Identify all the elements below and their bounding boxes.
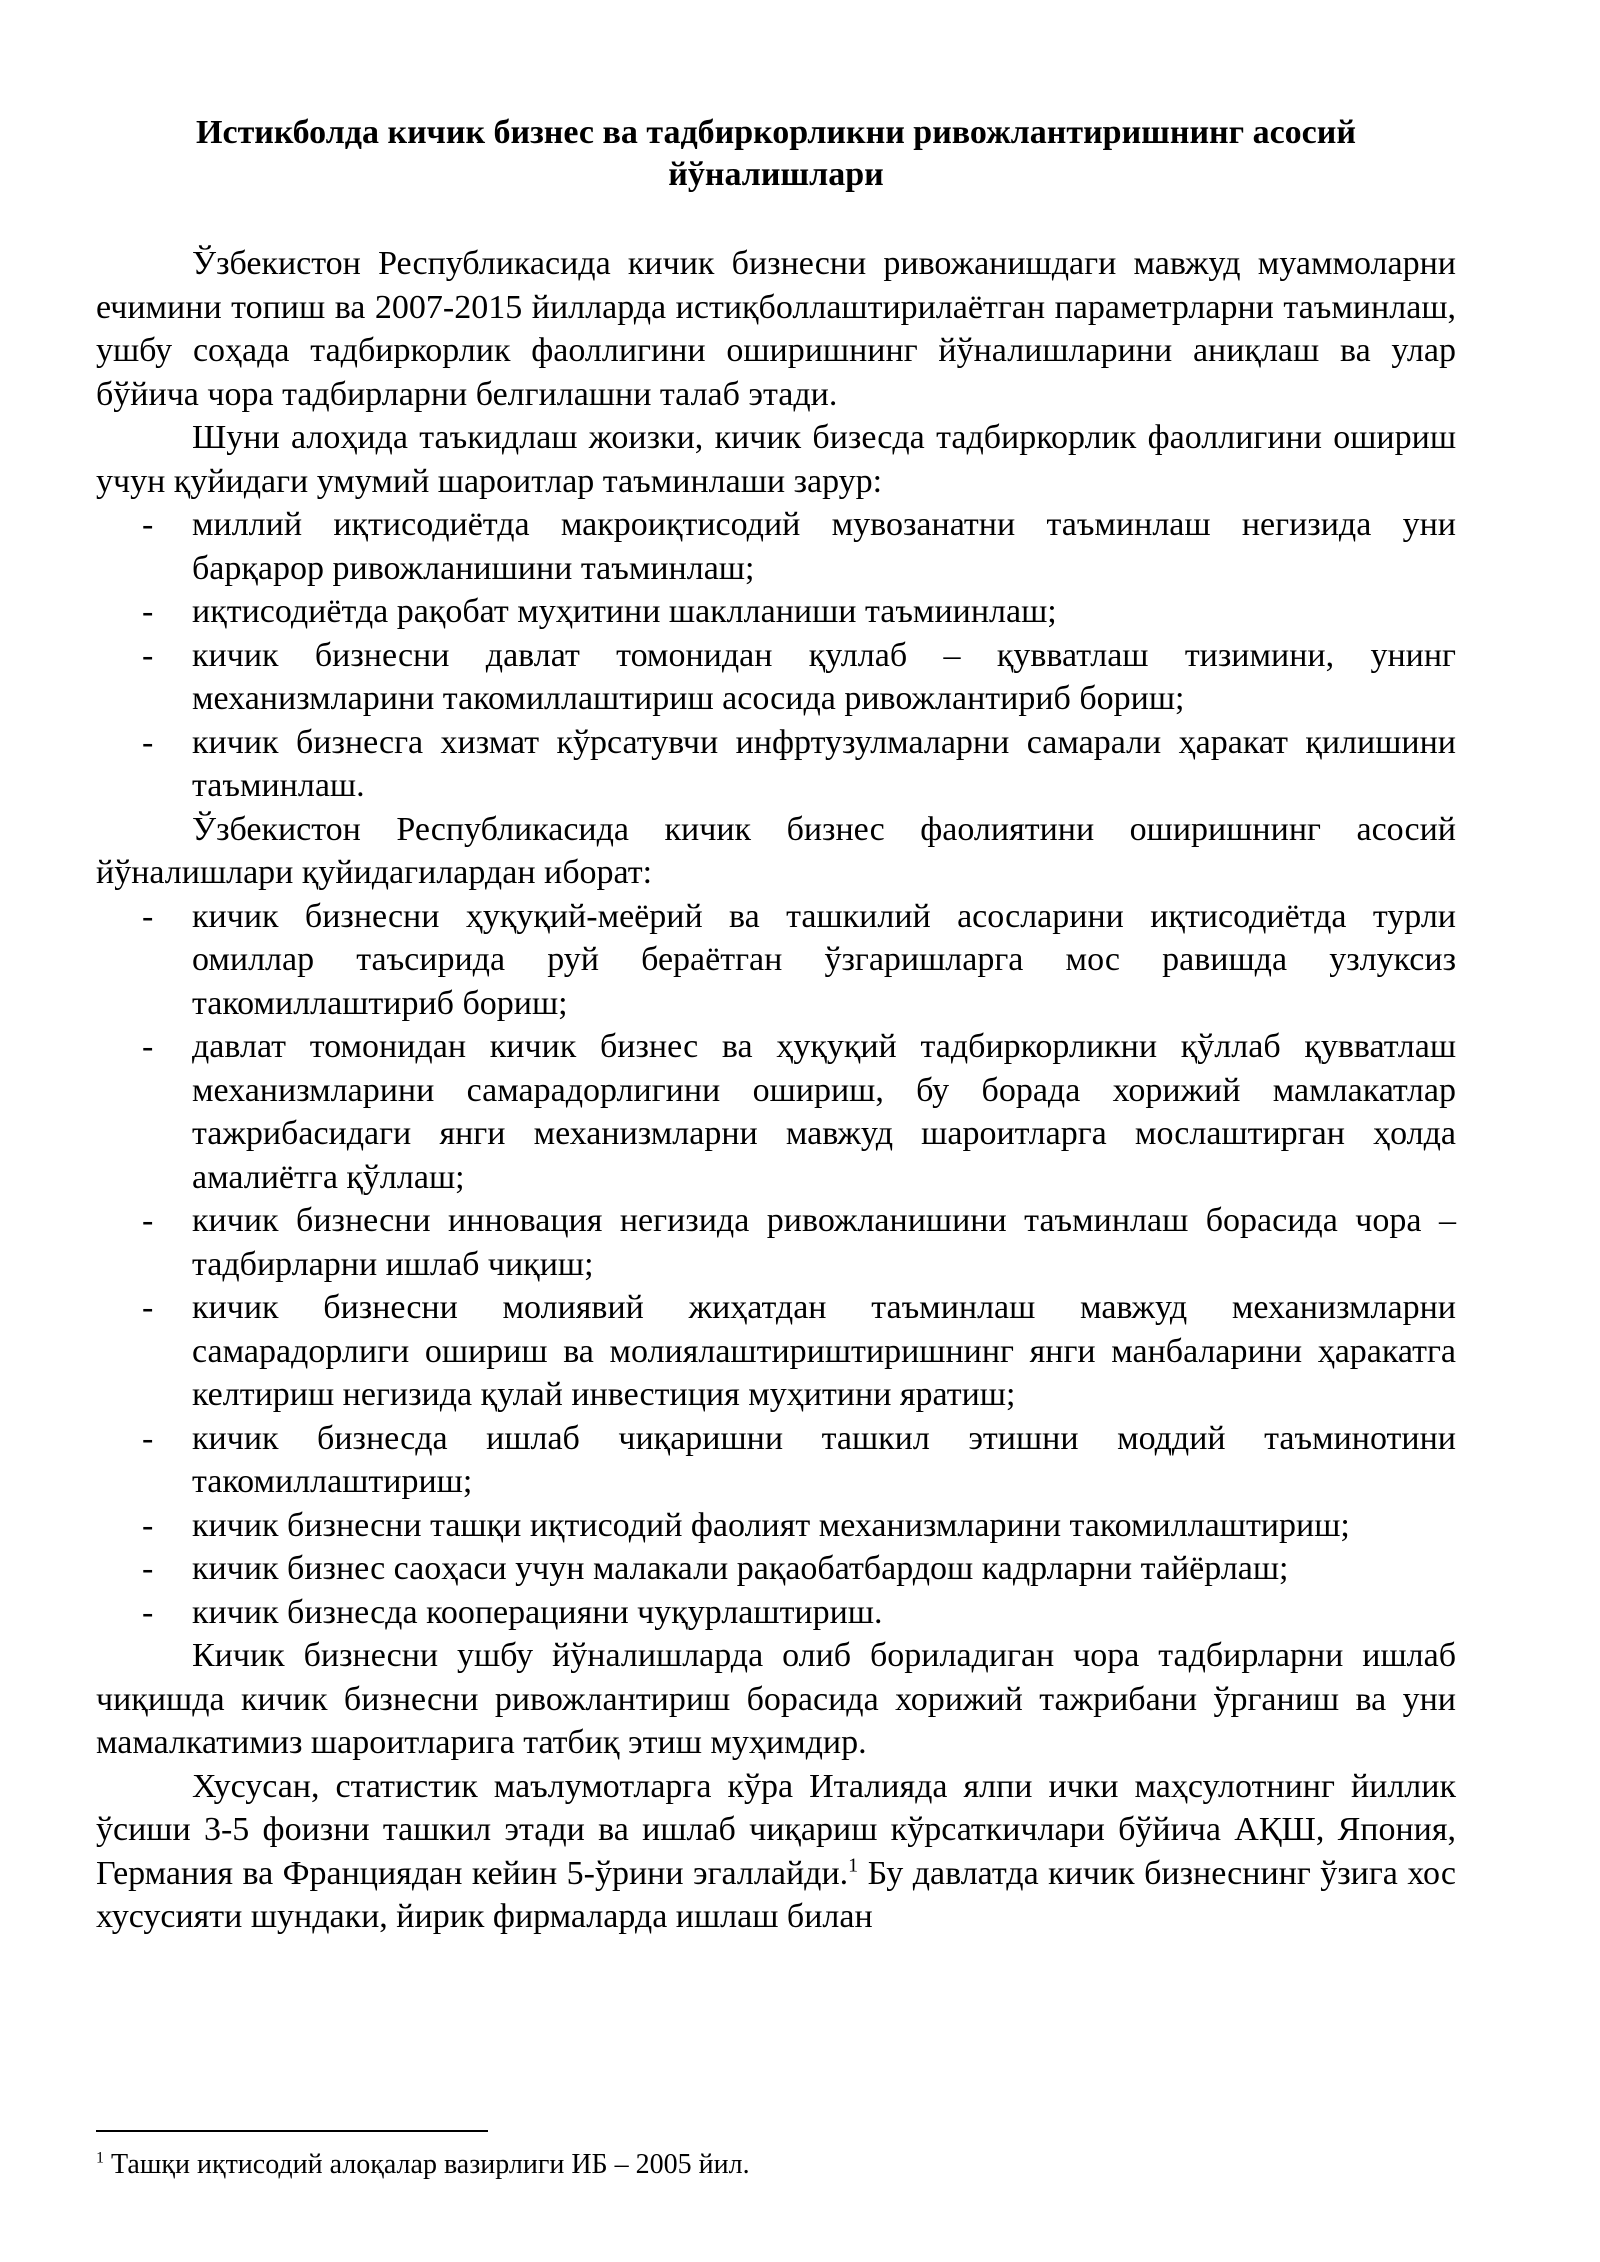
- paragraph-intro: Ўзбекистон Республикасида кичик бизнесни ривожанишдаги мавжуд муаммоларни ечимини топиш ва 2007-2015 йилларда истиқболлаштирилаётган параметрларни таъминлаш, ушбу соҳада тадбиркорлик фаоллигини оширишнинг йўналишларини аниқлаш ва улар бўйича чора тадбирларни белгилашни талаб этади.: [96, 245, 1456, 413]
- list-item: - кичик бизнесда кооперацияни чуқурлаштириш.: [96, 1591, 1456, 1635]
- list-dash: -: [142, 1506, 154, 1544]
- footnote-mark: 1: [96, 2149, 104, 2167]
- document-page: [96, 112, 1456, 1939]
- directions-list: [96, 895, 1456, 1635]
- document-title: Истикболда кичик бизнес ва тадбиркорликни ривожлантиришнинг асосий йўналишлари: [196, 114, 1356, 193]
- footnote-reference[interactable]: 1: [848, 1854, 859, 1877]
- list-item: - кичик бизнесда ишлаб чиқаришни ташкил этишни моддий таъминотини такомиллаштириш;: [96, 1417, 1456, 1504]
- list-dash: -: [142, 1550, 154, 1587]
- list-item: - миллий иқтисодиётда макроиқтисодий мувозанатни таъминлаш негизида уни барқарор ривожланишини таъминлаш;: [96, 503, 1456, 590]
- list-item: - кичик бизнесни молиявий жиҳатдан таъминлаш мавжуд механизмларни самарадорлиги ошириш ва молиялаштириштиришнинг янги манбаларини ҳаракатга келтириш негизида қулай инвестиция муҳитини яратиш;: [96, 1286, 1456, 1417]
- paragraph-italy: Хусусан, статистик маълумотларга кўра Италияда ялпи ички маҳсулотнинг йиллик ўсиши 3-5 фоизни ташкил этади ва ишлаб чиқариш кўрсаткичлари бўйича АҚШ, Япония, Германия ва Франциядан кейин 5-ўрини эгаллайди.$^1$ Бу давлатда кичик бизнеснинг ўзига хос хусусияти шундаки, йирик фирмаларда ишлаш билан: [96, 1767, 1456, 1935]
- list-dash: -: [142, 1419, 154, 1457]
- paragraph-foreign-experience: Кичик бизнесни ушбу йўналишларда олиб бориладиган чора тадбирларни ишлаб чиқишда кичик бизнесни ривожлантириш борасида хорижий тажрибани ўрганиш ва уни мамалкатимиз шароитларига татбиқ этиш муҳимдир.: [96, 1637, 1456, 1761]
- paragraph-conditions: Шуни алоҳида таъкидлаш жоизки, кичик бизесда тадбиркорлик фаоллигини ошириш учун қуйидаги умумий шароитлар таъминлаши зарур:: [96, 419, 1456, 500]
- footnote-text: Ташқи иқтисодий алоқалар вазирлиги ИБ – 2005 йил.: [104, 2149, 750, 2180]
- footnote-separator: [96, 2130, 488, 2132]
- list-dash: -: [142, 1028, 154, 1065]
- list-item: - давлат томонидан кичик бизнес ва ҳуқуқий тадбиркорликни қўллаб қувватлаш механизмларини самарадорлигини ошириш, бу борада хорижий мамлакатлар тажрибасидаги янги механизмларни мавжуд шароитларга мослаштирган ҳолда амалиётга қўллаш;: [96, 1025, 1456, 1199]
- list-dash: -: [142, 1593, 154, 1631]
- footnote: [96, 2148, 750, 2182]
- paragraph-directions: Ўзбекистон Республикасида кичик бизнес фаолиятини оширишнинг асосий йўналишлари қуйидагилардан иборат:: [96, 810, 1456, 891]
- list-item: - кичик бизнес саоҳаси учун малакали рақаобатбардош кадрларни тайёрлаш;: [96, 1547, 1456, 1591]
- list-item: - кичик бизнесга хизмат кўрсатувчи инфртузулмаларни самарали ҳаракат қилишини таъминлаш.: [96, 721, 1456, 808]
- list-dash: -: [142, 636, 154, 674]
- list-dash: -: [142, 897, 154, 935]
- conditions-list: [96, 503, 1456, 808]
- list-item: - кичик бизнесни ташқи иқтисодий фаолият механизмларини такомиллаштириш;: [96, 1504, 1456, 1548]
- list-dash: -: [142, 1202, 154, 1239]
- list-dash: -: [142, 723, 154, 761]
- list-dash: -: [142, 1289, 154, 1326]
- list-item: - кичик бизнесни ҳуқуқий-меёрий ва ташкилий асосларини иқтисодиётда турли омиллар таъсирида руй бераётган ўзгаришларга мос равишда узлуксиз такомиллаштириб бориш;: [96, 895, 1456, 1026]
- list-dash: -: [142, 593, 154, 630]
- list-item: - кичик бизнесни инновация негизида ривожланишини таъминлаш борасида чора – тадбирларни ишлаб чиқиш;: [96, 1199, 1456, 1286]
- list-item: - кичик бизнесни давлат томонидан қуллаб – қувватлаш тизимини, унинг механизмларини такомиллаштириш асосида ривожлантириб бориш;: [96, 634, 1456, 721]
- list-item: - иқтисодиётда рақобат муҳитини шаклланиши таъмиинлаш;: [96, 590, 1456, 634]
- list-dash: -: [142, 506, 154, 543]
